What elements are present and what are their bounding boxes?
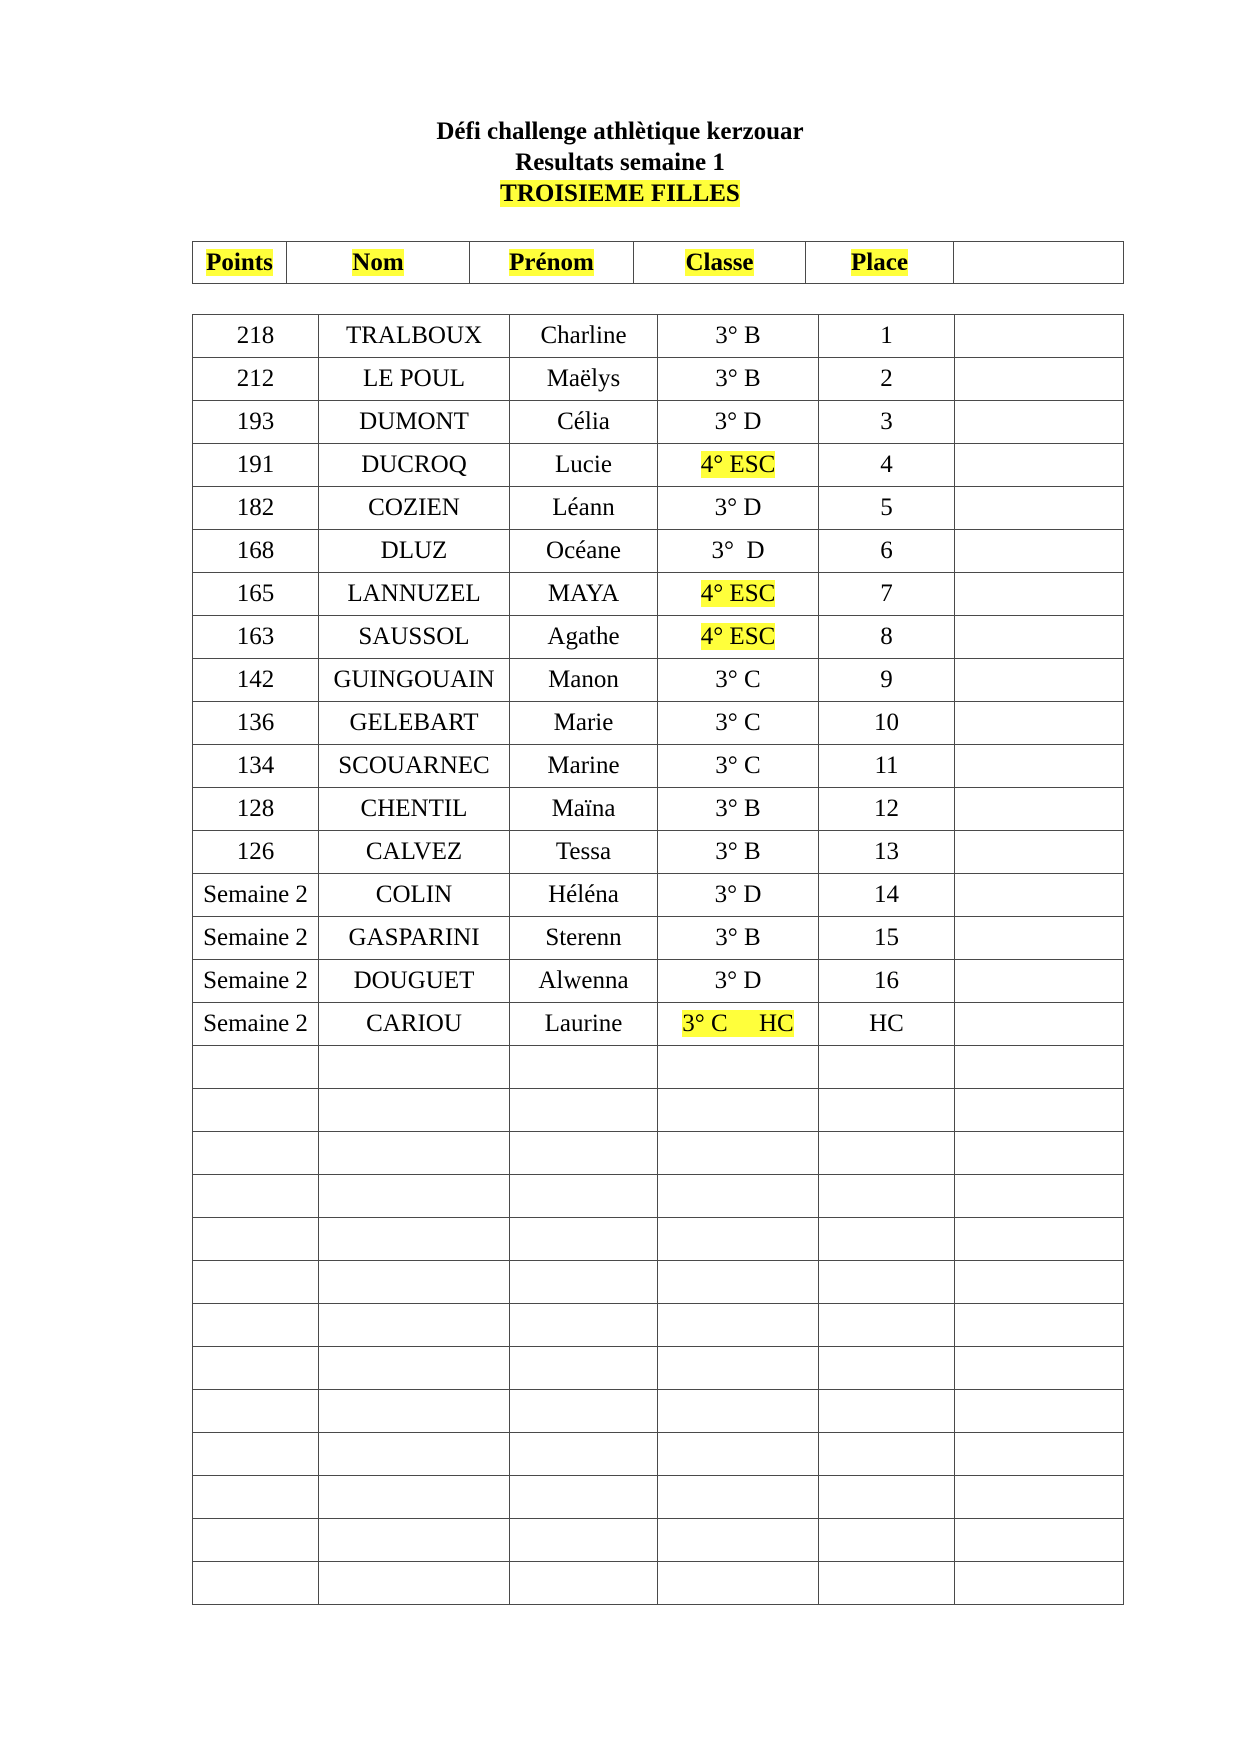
- empty-cell: [510, 1347, 658, 1390]
- empty-cell: [193, 1046, 319, 1089]
- cell-classe: 3° D: [658, 530, 819, 573]
- cell-prenom: Héléna: [510, 874, 658, 917]
- empty-cell: [510, 1089, 658, 1132]
- cell-prenom: Maëlys: [510, 358, 658, 401]
- empty-cell: [510, 1218, 658, 1261]
- empty-cell: [955, 1175, 1124, 1218]
- classe-highlight: 3° C HC: [682, 1010, 794, 1037]
- cell-place: 15: [819, 917, 955, 960]
- header-cell-classe: [634, 242, 806, 284]
- category-label: TROISIEME FILLES: [500, 180, 740, 207]
- header-row: [193, 242, 1124, 284]
- title-line-3: [0, 178, 1240, 209]
- table-row: [193, 573, 1124, 616]
- cell-points: 182: [193, 487, 319, 530]
- header-cell-blank: [954, 242, 1124, 284]
- empty-cell: [955, 1562, 1124, 1605]
- table-row: [193, 917, 1124, 960]
- cell-nom: DOUGUET: [319, 960, 510, 1003]
- cell-blank: [955, 530, 1124, 573]
- cell-nom: TRALBOUX: [319, 315, 510, 358]
- cell-classe: 3° C: [658, 702, 819, 745]
- cell-blank: [955, 401, 1124, 444]
- empty-cell: [193, 1132, 319, 1175]
- cell-classe: 3° D: [658, 487, 819, 530]
- empty-cell: [658, 1304, 819, 1347]
- empty-cell: [658, 1519, 819, 1562]
- table-row: [193, 487, 1124, 530]
- cell-prenom: Agathe: [510, 616, 658, 659]
- empty-cell: [955, 1390, 1124, 1433]
- empty-cell: [955, 1261, 1124, 1304]
- cell-nom: GELEBART: [319, 702, 510, 745]
- empty-cell: [319, 1132, 510, 1175]
- empty-cell: [193, 1261, 319, 1304]
- empty-cell: [819, 1175, 955, 1218]
- empty-table-row: [193, 1046, 1124, 1089]
- cell-classe: 3° B: [658, 358, 819, 401]
- header-nom: Nom: [352, 248, 404, 276]
- empty-cell: [955, 1304, 1124, 1347]
- header-points: Points: [206, 248, 273, 276]
- cell-prenom: Maïna: [510, 788, 658, 831]
- cell-place: 6: [819, 530, 955, 573]
- empty-cell: [193, 1390, 319, 1433]
- empty-cell: [819, 1218, 955, 1261]
- cell-place: 12: [819, 788, 955, 831]
- empty-cell: [658, 1433, 819, 1476]
- cell-place: 1: [819, 315, 955, 358]
- empty-cell: [319, 1519, 510, 1562]
- empty-table-row: [193, 1476, 1124, 1519]
- cell-points: 168: [193, 530, 319, 573]
- empty-cell: [658, 1132, 819, 1175]
- cell-classe: 3° C: [658, 745, 819, 788]
- document-title: [0, 116, 1240, 209]
- empty-cell: [819, 1261, 955, 1304]
- cell-nom: SCOUARNEC: [319, 745, 510, 788]
- empty-cell: [319, 1562, 510, 1605]
- table-row: [193, 616, 1124, 659]
- empty-cell: [319, 1089, 510, 1132]
- empty-cell: [319, 1175, 510, 1218]
- empty-cell: [319, 1046, 510, 1089]
- cell-classe: 3° B: [658, 831, 819, 874]
- empty-cell: [510, 1132, 658, 1175]
- cell-classe: [658, 444, 819, 487]
- table-row: [193, 745, 1124, 788]
- empty-cell: [510, 1046, 658, 1089]
- empty-cell: [193, 1218, 319, 1261]
- table-row: [193, 315, 1124, 358]
- empty-table-row: [193, 1562, 1124, 1605]
- cell-place: 7: [819, 573, 955, 616]
- empty-cell: [510, 1304, 658, 1347]
- empty-cell: [819, 1132, 955, 1175]
- cell-classe: 3° D: [658, 874, 819, 917]
- cell-classe: [658, 573, 819, 616]
- empty-cell: [955, 1218, 1124, 1261]
- cell-classe: 3° C: [658, 659, 819, 702]
- cell-blank: [955, 315, 1124, 358]
- empty-cell: [955, 1476, 1124, 1519]
- cell-points: 218: [193, 315, 319, 358]
- cell-blank: [955, 444, 1124, 487]
- title-line-2: Resultats semaine 1: [515, 149, 725, 176]
- table-row: [193, 358, 1124, 401]
- empty-cell: [955, 1347, 1124, 1390]
- empty-table-row: [193, 1519, 1124, 1562]
- empty-cell: [510, 1476, 658, 1519]
- cell-nom: SAUSSOL: [319, 616, 510, 659]
- table-row: [193, 831, 1124, 874]
- cell-points: 134: [193, 745, 319, 788]
- empty-cell: [658, 1562, 819, 1605]
- cell-place: 8: [819, 616, 955, 659]
- cell-classe: 3° B: [658, 315, 819, 358]
- table-row: [193, 401, 1124, 444]
- cell-place: 3: [819, 401, 955, 444]
- empty-cell: [819, 1347, 955, 1390]
- empty-table-row: [193, 1132, 1124, 1175]
- empty-cell: [319, 1347, 510, 1390]
- cell-nom: GUINGOUAIN: [319, 659, 510, 702]
- empty-cell: [510, 1433, 658, 1476]
- cell-nom: CHENTIL: [319, 788, 510, 831]
- cell-prenom: Marie: [510, 702, 658, 745]
- header-table: [192, 241, 1124, 284]
- cell-nom: DLUZ: [319, 530, 510, 573]
- empty-cell: [955, 1046, 1124, 1089]
- cell-place: HC: [819, 1003, 955, 1046]
- cell-classe: 3° D: [658, 960, 819, 1003]
- cell-nom: GASPARINI: [319, 917, 510, 960]
- cell-place: 11: [819, 745, 955, 788]
- cell-blank: [955, 573, 1124, 616]
- empty-cell: [193, 1175, 319, 1218]
- empty-cell: [819, 1304, 955, 1347]
- cell-prenom: Océane: [510, 530, 658, 573]
- title-line-1: Défi challenge athlètique kerzouar: [436, 118, 804, 145]
- empty-cell: [193, 1304, 319, 1347]
- cell-prenom: Manon: [510, 659, 658, 702]
- empty-cell: [510, 1390, 658, 1433]
- cell-prenom: Célia: [510, 401, 658, 444]
- cell-prenom: Marine: [510, 745, 658, 788]
- empty-table-row: [193, 1218, 1124, 1261]
- results-body: [193, 315, 1124, 1605]
- cell-nom: CALVEZ: [319, 831, 510, 874]
- cell-points: Semaine 2: [193, 1003, 319, 1046]
- cell-blank: [955, 616, 1124, 659]
- empty-cell: [819, 1562, 955, 1605]
- cell-place: 9: [819, 659, 955, 702]
- empty-cell: [319, 1261, 510, 1304]
- cell-classe: 3° B: [658, 788, 819, 831]
- empty-cell: [955, 1089, 1124, 1132]
- cell-nom: LE POUL: [319, 358, 510, 401]
- header-cell-nom: [287, 242, 470, 284]
- cell-prenom: Tessa: [510, 831, 658, 874]
- cell-prenom: MAYA: [510, 573, 658, 616]
- empty-cell: [510, 1562, 658, 1605]
- cell-nom: COZIEN: [319, 487, 510, 530]
- empty-cell: [955, 1519, 1124, 1562]
- cell-classe: [658, 1003, 819, 1046]
- cell-points: 163: [193, 616, 319, 659]
- header-prenom: Prénom: [509, 248, 594, 276]
- cell-points: 142: [193, 659, 319, 702]
- cell-prenom: Sterenn: [510, 917, 658, 960]
- cell-place: 10: [819, 702, 955, 745]
- empty-cell: [955, 1433, 1124, 1476]
- cell-points: 126: [193, 831, 319, 874]
- cell-points: 165: [193, 573, 319, 616]
- table-row: [193, 659, 1124, 702]
- cell-place: 14: [819, 874, 955, 917]
- cell-blank: [955, 659, 1124, 702]
- cell-blank: [955, 831, 1124, 874]
- cell-points: Semaine 2: [193, 960, 319, 1003]
- classe-highlight: 4° ESC: [700, 623, 776, 650]
- table-row: [193, 960, 1124, 1003]
- cell-blank: [955, 1003, 1124, 1046]
- empty-cell: [819, 1089, 955, 1132]
- results-table: [192, 314, 1124, 1605]
- cell-place: 5: [819, 487, 955, 530]
- cell-blank: [955, 702, 1124, 745]
- empty-cell: [319, 1304, 510, 1347]
- table-row: [193, 702, 1124, 745]
- cell-classe: 3° B: [658, 917, 819, 960]
- cell-prenom: Charline: [510, 315, 658, 358]
- empty-cell: [193, 1089, 319, 1132]
- cell-points: 136: [193, 702, 319, 745]
- cell-points: 191: [193, 444, 319, 487]
- classe-highlight: 4° ESC: [700, 451, 776, 478]
- empty-cell: [819, 1390, 955, 1433]
- empty-table-row: [193, 1390, 1124, 1433]
- cell-classe: [658, 616, 819, 659]
- header-place: Place: [851, 248, 908, 276]
- empty-cell: [319, 1476, 510, 1519]
- header-classe: Classe: [685, 248, 754, 276]
- empty-table-row: [193, 1304, 1124, 1347]
- empty-cell: [193, 1562, 319, 1605]
- table-row: [193, 444, 1124, 487]
- empty-cell: [819, 1046, 955, 1089]
- empty-cell: [658, 1261, 819, 1304]
- empty-cell: [955, 1132, 1124, 1175]
- empty-cell: [319, 1218, 510, 1261]
- empty-cell: [193, 1476, 319, 1519]
- cell-nom: DUMONT: [319, 401, 510, 444]
- cell-place: 2: [819, 358, 955, 401]
- empty-cell: [658, 1476, 819, 1519]
- empty-cell: [658, 1089, 819, 1132]
- empty-cell: [658, 1390, 819, 1433]
- empty-table-row: [193, 1347, 1124, 1390]
- cell-place: 4: [819, 444, 955, 487]
- cell-points: 212: [193, 358, 319, 401]
- empty-cell: [510, 1261, 658, 1304]
- cell-points: Semaine 2: [193, 874, 319, 917]
- empty-table-row: [193, 1089, 1124, 1132]
- cell-prenom: Alwenna: [510, 960, 658, 1003]
- cell-prenom: Léann: [510, 487, 658, 530]
- empty-cell: [819, 1433, 955, 1476]
- cell-blank: [955, 745, 1124, 788]
- empty-cell: [819, 1519, 955, 1562]
- cell-nom: DUCROQ: [319, 444, 510, 487]
- empty-cell: [193, 1347, 319, 1390]
- cell-blank: [955, 487, 1124, 530]
- empty-cell: [319, 1433, 510, 1476]
- table-row: [193, 788, 1124, 831]
- cell-nom: COLIN: [319, 874, 510, 917]
- empty-cell: [510, 1175, 658, 1218]
- cell-classe: 3° D: [658, 401, 819, 444]
- empty-table-row: [193, 1433, 1124, 1476]
- table-row: [193, 874, 1124, 917]
- empty-cell: [193, 1433, 319, 1476]
- table-row: [193, 530, 1124, 573]
- cell-blank: [955, 917, 1124, 960]
- empty-table-row: [193, 1261, 1124, 1304]
- header-cell-prenom: [470, 242, 634, 284]
- empty-table-row: [193, 1175, 1124, 1218]
- cell-nom: LANNUZEL: [319, 573, 510, 616]
- empty-cell: [658, 1175, 819, 1218]
- empty-cell: [819, 1476, 955, 1519]
- header-cell-place: [806, 242, 954, 284]
- cell-place: 13: [819, 831, 955, 874]
- classe-highlight: 4° ESC: [700, 580, 776, 607]
- cell-prenom: Laurine: [510, 1003, 658, 1046]
- empty-cell: [658, 1347, 819, 1390]
- empty-cell: [319, 1390, 510, 1433]
- header-cell-points: [193, 242, 287, 284]
- cell-nom: CARIOU: [319, 1003, 510, 1046]
- cell-points: 193: [193, 401, 319, 444]
- empty-cell: [658, 1046, 819, 1089]
- cell-points: 128: [193, 788, 319, 831]
- cell-place: 16: [819, 960, 955, 1003]
- cell-blank: [955, 788, 1124, 831]
- empty-cell: [510, 1519, 658, 1562]
- table-row: [193, 1003, 1124, 1046]
- cell-blank: [955, 960, 1124, 1003]
- cell-prenom: Lucie: [510, 444, 658, 487]
- cell-blank: [955, 874, 1124, 917]
- cell-blank: [955, 358, 1124, 401]
- empty-cell: [658, 1218, 819, 1261]
- cell-points: Semaine 2: [193, 917, 319, 960]
- empty-cell: [193, 1519, 319, 1562]
